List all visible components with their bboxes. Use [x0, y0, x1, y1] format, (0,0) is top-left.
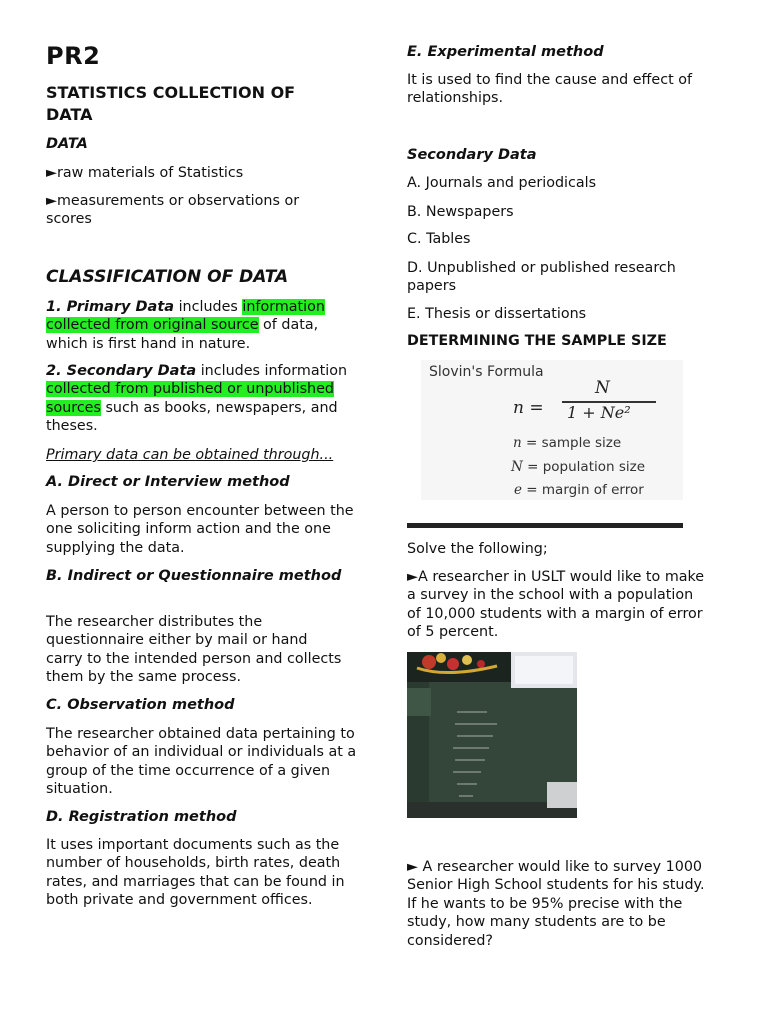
- legend-row-N: [511, 459, 645, 475]
- formula-numerator: N: [595, 378, 610, 398]
- formula-lhs: n =: [513, 398, 544, 418]
- data-bullet-1: ►raw materials of Statistics: [46, 165, 244, 181]
- legend-sym: e: [514, 482, 522, 498]
- secondary-data-text-2: such as books, newspapers, and theses.: [46, 399, 338, 435]
- sample-size-heading: DETERMINING THE SAMPLE SIZE: [407, 333, 667, 349]
- primary-data-label: 1. Primary Data: [46, 299, 175, 315]
- data-heading: DATA: [46, 136, 88, 152]
- secondary-item-4: D. Unpublished or published research papers: [407, 260, 676, 295]
- method-d-text: It uses important documents such as the number of households, birth rates, death rates, and marriages that can be found in both private and government offices.: [46, 837, 345, 909]
- method-e-text: It is used to find the cause and effect of relationships.: [407, 72, 692, 107]
- legend-row-n: [513, 435, 621, 451]
- problem-2-text: ► A researcher would like to survey 1000 Senior High School students for his study. If he wants to be 95% precise with the study, how many students are to be considered?: [407, 859, 705, 949]
- method-e-heading: E. Experimental method: [407, 44, 604, 60]
- legend-row-e: [514, 482, 644, 498]
- chalkboard-photo: [407, 652, 577, 818]
- secondary-item-2: B. Newspapers: [407, 204, 514, 220]
- problem-1-text: ►A researcher in USLT would like to make a survey in the school with a population of 10,000 students with a margin of error of 5 percent.: [407, 569, 705, 641]
- method-a-heading: A. Direct or Interview method: [46, 474, 290, 490]
- obtained-through-text: Primary data can be obtained through...: [46, 447, 334, 463]
- formula-denominator: 1 + Ne²: [567, 403, 631, 422]
- method-c-heading: C. Observation method: [46, 697, 235, 713]
- legend-sym: n: [513, 435, 522, 451]
- chalkboard-illustration: [407, 652, 577, 818]
- document-subtitle: STATISTICS COLLECTION OF DATA: [46, 83, 296, 124]
- method-a-text: A person to person encounter between the one soliciting inform action and the one supplying the data.: [46, 503, 354, 556]
- data-bullet-2: ►measurements or observations or scores: [46, 193, 300, 228]
- slovins-formula-figure: [421, 360, 683, 500]
- method-b-heading: B. Indirect or Questionnaire method: [46, 568, 342, 584]
- primary-data-paragraph: [46, 298, 356, 353]
- secondary-data-text-1: includes information: [196, 363, 348, 379]
- document-title: PR2: [46, 42, 101, 70]
- method-b-text: The researcher distributes the questionnaire either by mail or hand carry to the intended person and collects them by the same process.: [46, 614, 342, 686]
- primary-data-text-1: includes: [174, 299, 243, 315]
- legend-desc: = population size: [527, 459, 646, 475]
- secondary-item-5: E. Thesis or dissertations: [407, 306, 587, 322]
- primary-data-highlight: information collected from original source: [46, 299, 325, 334]
- secondary-data-label: 2. Secondary Data: [46, 363, 197, 379]
- legend-desc: = sample size: [526, 435, 622, 451]
- secondary-item-3: C. Tables: [407, 231, 471, 247]
- secondary-data-paragraph: [46, 362, 358, 436]
- method-d-heading: D. Registration method: [46, 809, 237, 825]
- secondary-data-heading: Secondary Data: [407, 147, 537, 163]
- secondary-data-highlight: collected from published or unpublished sources: [46, 381, 334, 416]
- method-c-text: The researcher obtained data pertaining to behavior of an individual or individuals at a group of the time occurrence of a given situation.: [46, 726, 357, 798]
- primary-data-text-2: of data, which is first hand in nature.: [46, 317, 319, 352]
- legend-sym: N: [511, 459, 523, 475]
- legend-desc: = margin of error: [526, 482, 644, 498]
- solve-text: Solve the following;: [407, 541, 548, 557]
- section-divider: [407, 523, 683, 528]
- classification-heading: CLASSIFICATION OF DATA: [46, 267, 289, 287]
- formula-title: Slovin's Formula: [429, 364, 544, 380]
- secondary-item-1: A. Journals and periodicals: [407, 175, 597, 191]
